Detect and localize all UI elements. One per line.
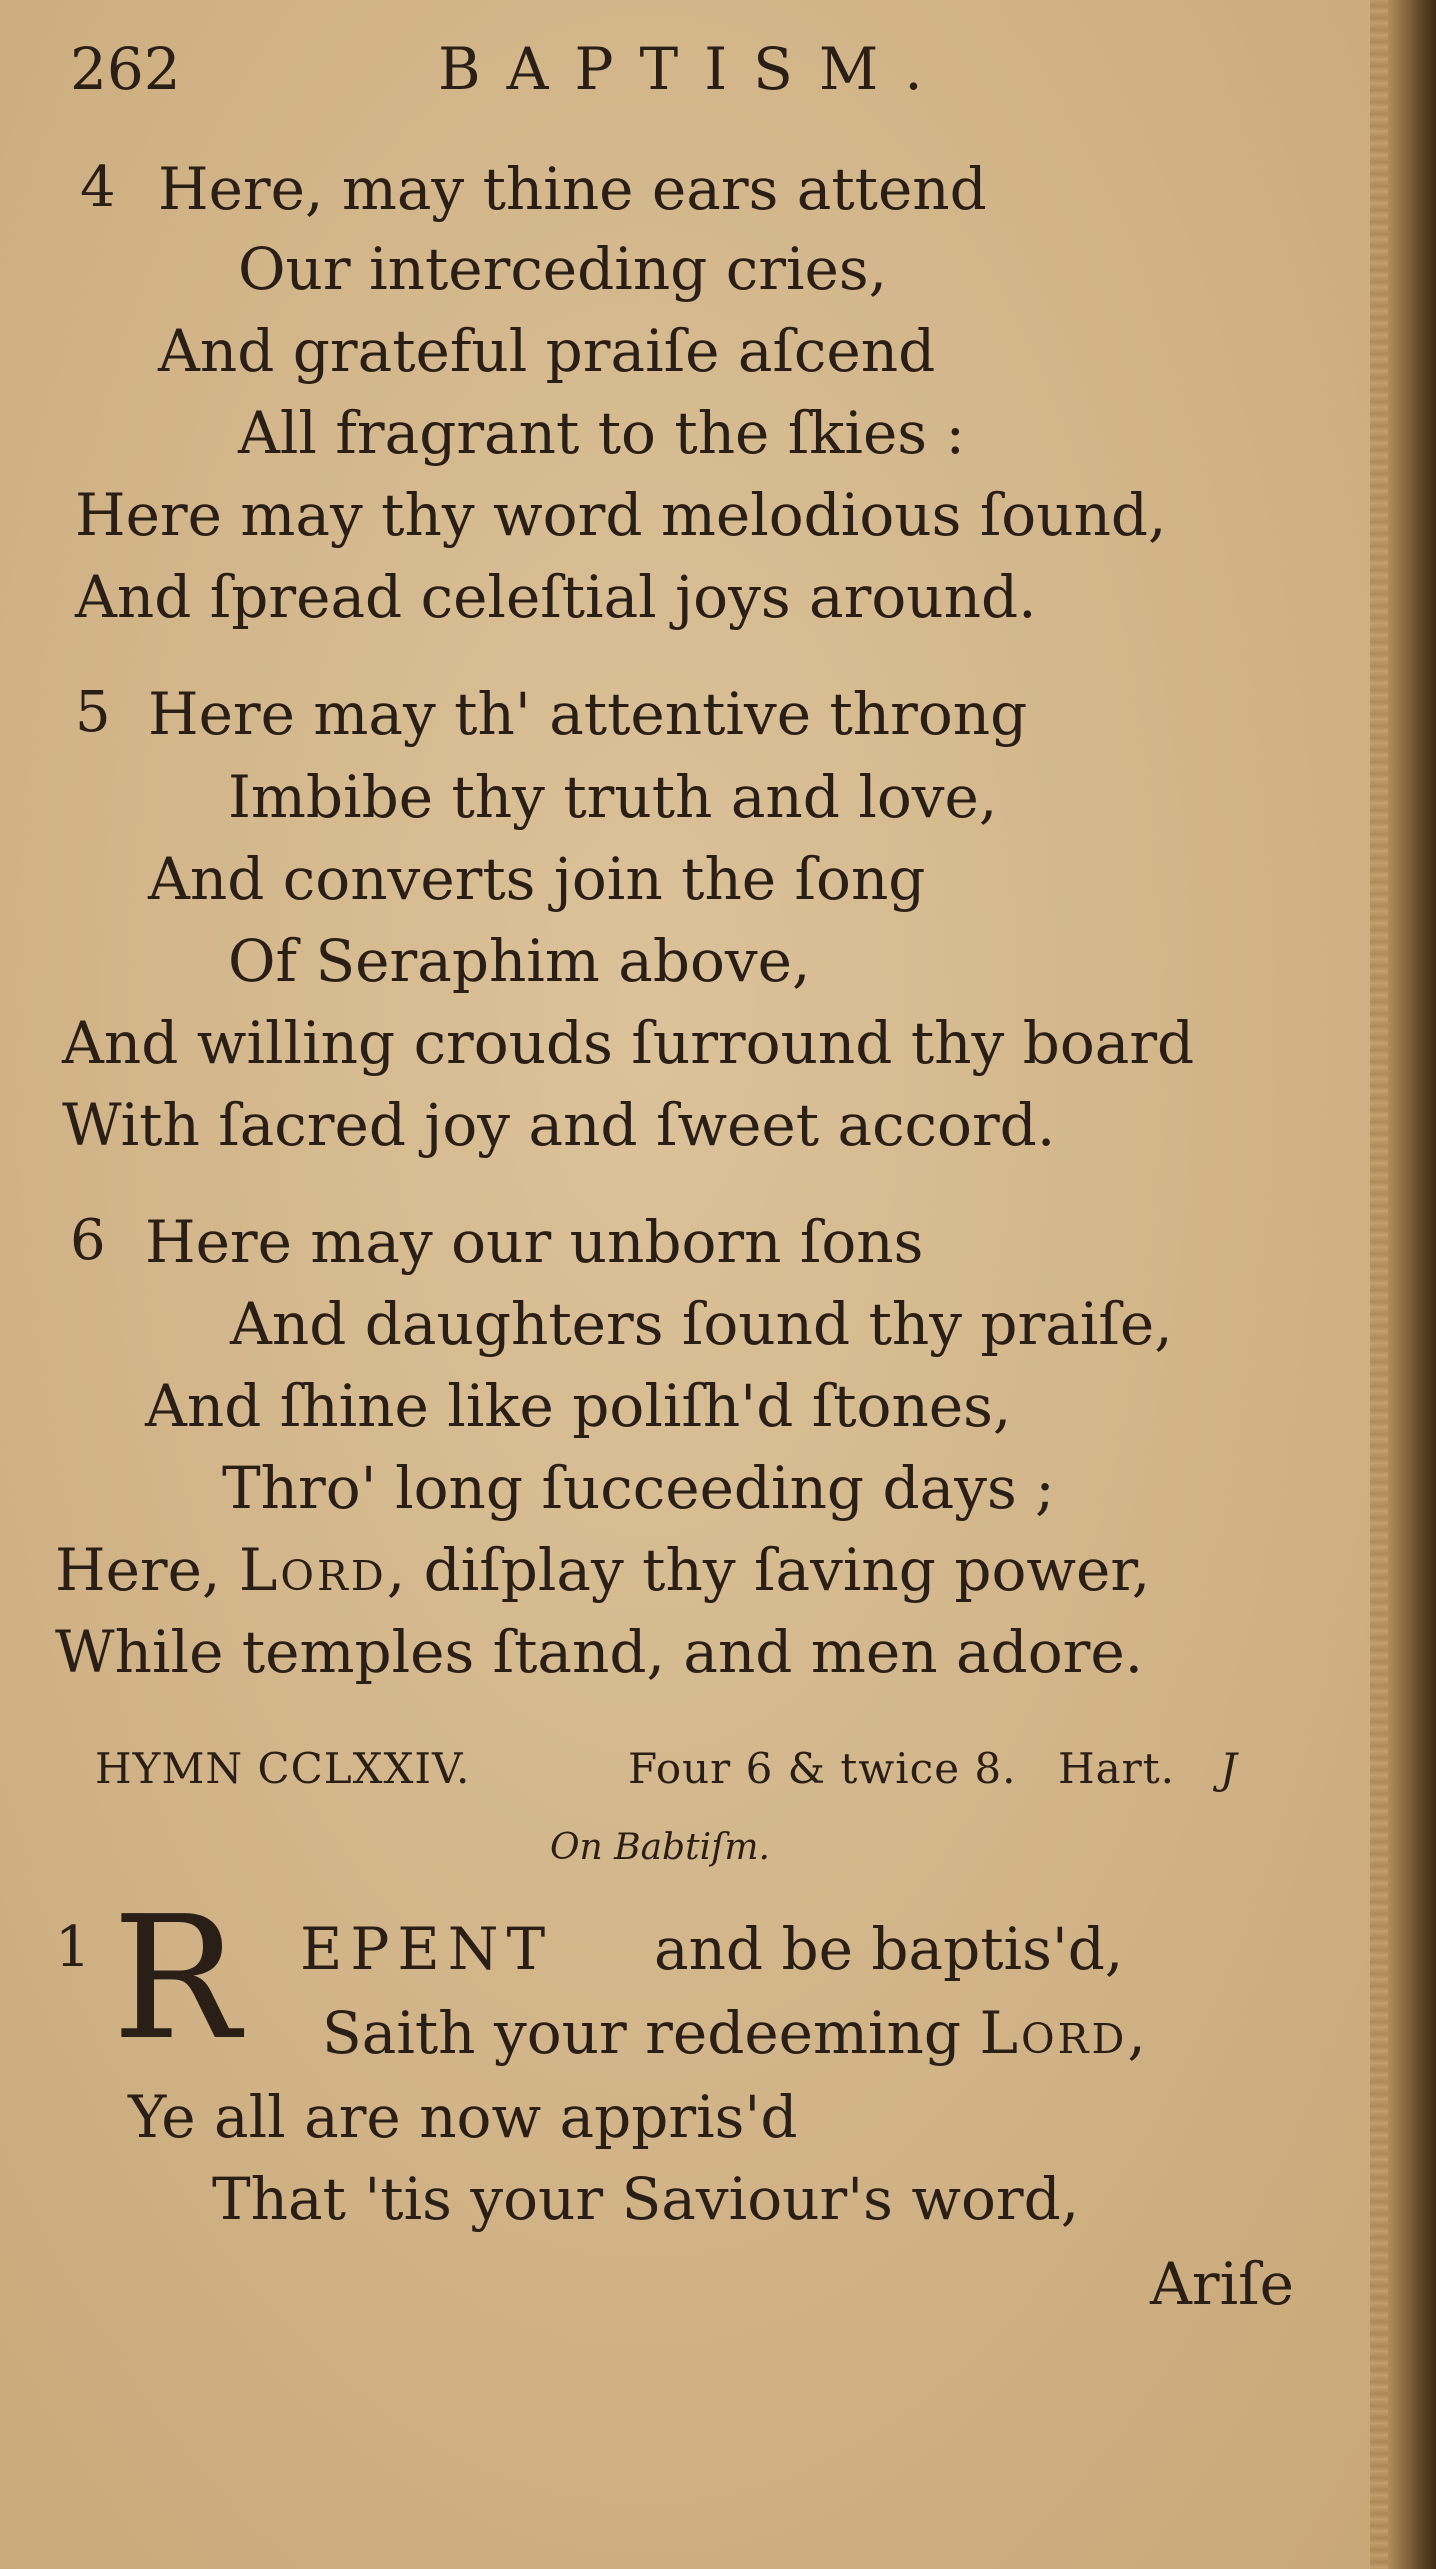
verse-line: While temples ſtand, and men adore.: [55, 1618, 1144, 1686]
verse-line: Imbibe thy truth and love,: [228, 763, 998, 831]
verse-line: And daughters ſound thy praiſe,: [230, 1290, 1173, 1358]
drop-cap: R: [112, 1880, 240, 2078]
text-segment: ,: [1127, 1999, 1146, 2067]
verse-line: [55, 1536, 1151, 1604]
verse-line-start: EPENT: [300, 1915, 554, 1983]
hymn-meter: Four 6 & twice 8.: [628, 1744, 1017, 1793]
catchword: Ariſe: [1150, 2250, 1294, 2318]
lord-smallcaps: Lord: [238, 1536, 387, 1604]
text-segment: , diſplay thy ſaving power,: [386, 1536, 1151, 1604]
verse-line: Of Seraphim above,: [228, 927, 811, 995]
verse-line: With ſacred joy and ſweet accord.: [62, 1091, 1056, 1159]
verse-line: And willing crouds ſurround thy board: [62, 1009, 1195, 1077]
lord-smallcaps: Lord: [979, 1999, 1128, 2067]
verse-line: and be baptis'd,: [654, 1915, 1124, 1983]
stanza-number: 1: [55, 1915, 91, 1980]
verse-line: And converts join the ſong: [148, 845, 926, 913]
verse-line: And ſhine like poliſh'd ſtones,: [145, 1372, 1012, 1440]
hymn-author: Hart.: [1058, 1744, 1175, 1793]
hymn-title: HYMN CCLXXIV.: [95, 1744, 471, 1793]
stanza-number: 6: [70, 1208, 106, 1273]
verse-line: Here may our unborn ſons: [145, 1208, 924, 1276]
verse-line: All fragrant to the ſkies :: [238, 399, 966, 467]
text-segment: Saith your redeeming: [322, 1999, 980, 2067]
verse-line: Our interceding cries,: [238, 235, 888, 303]
book-fore-edge: [1388, 0, 1436, 2569]
text-segment: Here,: [55, 1536, 239, 1604]
verse-line: And grateful praiſe aſcend: [158, 317, 936, 385]
verse-line: Here may th' attentive throng: [148, 680, 1028, 748]
stanza-number: 5: [75, 680, 111, 745]
verse-line: [322, 1999, 1146, 2067]
verse-line: Here, may thine ears attend: [158, 155, 987, 223]
verse-line: Here may thy word melodious ſound,: [75, 481, 1167, 549]
verse-line: Ye all are now appris'd: [128, 2083, 798, 2151]
running-title: BAPTISM.: [438, 35, 949, 103]
stanza-number: 4: [80, 155, 116, 220]
verse-line: That 'tis your Saviour's word,: [212, 2165, 1080, 2233]
hymn-subtitle: On Babtiſm.: [550, 1827, 770, 1868]
verse-line: And ſpread celeſtial joys around.: [75, 563, 1037, 631]
verse-line: Thro' long ſucceeding days ;: [222, 1454, 1055, 1522]
hymn-mark: J: [1220, 1744, 1238, 1793]
page-number: 262: [70, 35, 181, 103]
page-edge-shadow: [1370, 0, 1388, 2569]
